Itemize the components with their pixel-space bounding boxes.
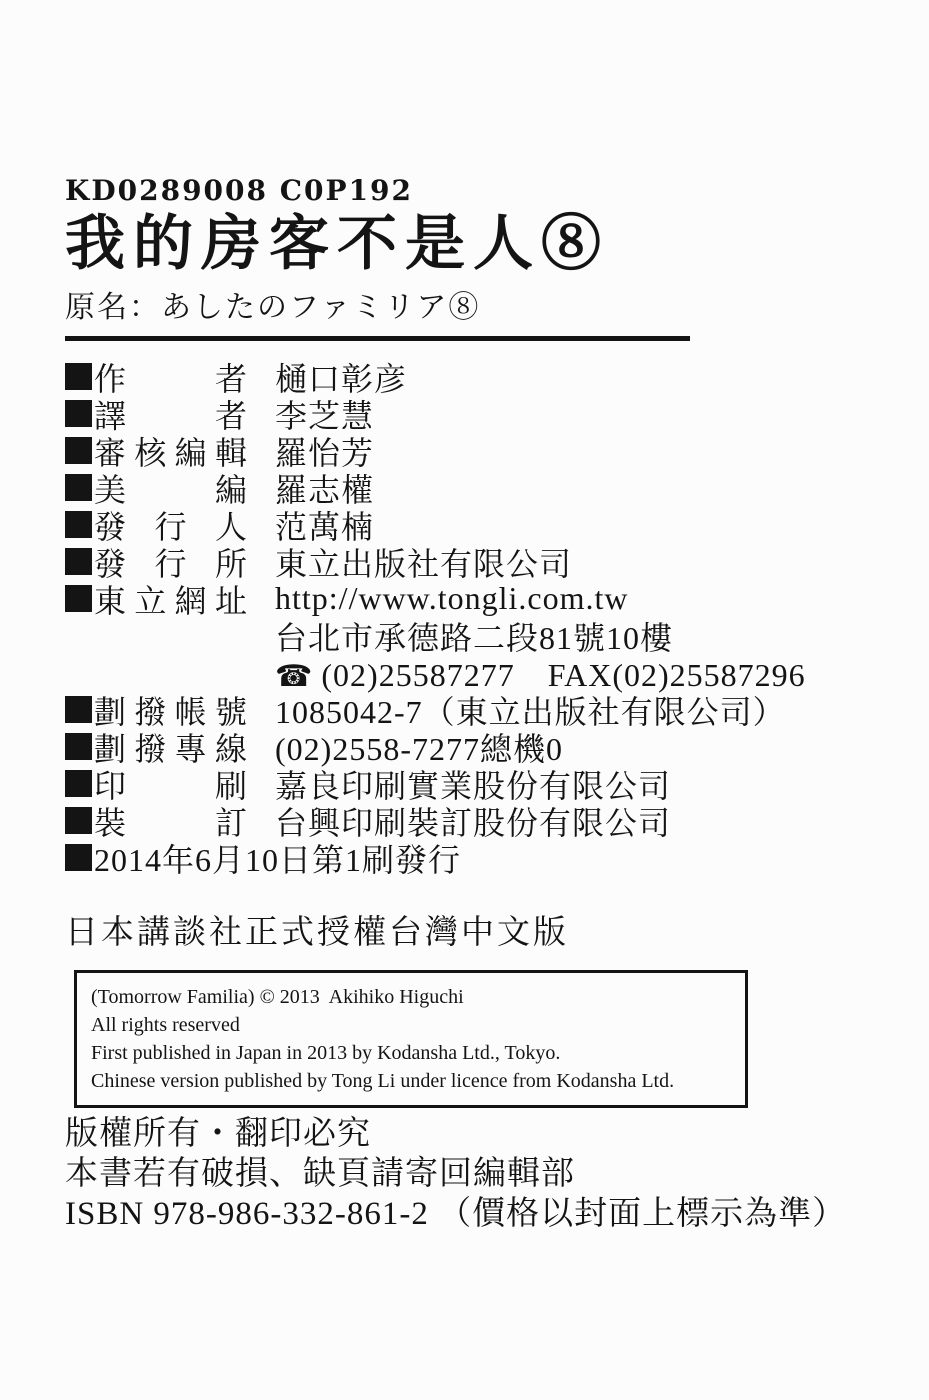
credit-row-printing	[65, 765, 889, 802]
bullet-square-icon	[65, 733, 92, 760]
original-title: 原名：あしたのファミリア⑧	[65, 291, 481, 324]
copyright-line: (Tomorrow Familia) © 2013 Akihiko Higuchi	[91, 986, 464, 1008]
credit-label: 發 行 人	[94, 508, 247, 545]
credit-row-print-date	[65, 839, 889, 876]
credit-row-art-editor	[65, 469, 889, 506]
footer-notices	[65, 1114, 889, 1234]
credit-label: 裝 訂	[94, 804, 247, 841]
credit-value: 1085042-7（東立出版社有限公司）	[275, 693, 786, 730]
copyright-line: First published in Japan in 2013 by Kodansha Ltd., Tokyo.	[91, 1042, 561, 1064]
bullet-square-icon	[65, 548, 92, 575]
credit-value: 羅怡芳	[275, 434, 375, 471]
bullet-spacer	[65, 622, 92, 649]
credit-row-author	[65, 358, 889, 395]
isbn-line: ISBN 978-986-332-861-2 （價格以封面上標示為準）	[65, 1196, 847, 1232]
credit-label: 美 編	[94, 471, 247, 508]
license-statement: 日本講談社正式授權台灣中文版	[65, 915, 569, 951]
divider-rule	[65, 336, 690, 341]
credit-value: 嘉良印刷實業股份有限公司	[275, 767, 672, 804]
product-code: KD0289008 C0P192	[65, 174, 414, 207]
credit-value: 樋口彰彦	[275, 360, 408, 397]
bullet-square-icon	[65, 844, 92, 871]
credit-row-publishing-house	[65, 543, 889, 580]
credit-row-review-editor	[65, 432, 889, 469]
credits-list	[65, 358, 889, 876]
bullet-square-icon	[65, 696, 92, 723]
bullet-square-icon	[65, 400, 92, 427]
credit-label: 作 者	[94, 360, 247, 397]
credit-row-phone-fax	[65, 654, 889, 694]
phone-icon: ☎	[275, 658, 314, 694]
bullet-square-icon	[65, 474, 92, 501]
credit-value: 范萬楠	[275, 508, 375, 545]
bullet-square-icon	[65, 807, 92, 834]
credit-row-postal-hotline	[65, 728, 889, 765]
credit-label: 劃 撥 帳 號	[94, 693, 247, 730]
rights-notice: 版權所有・翻印必究	[65, 1116, 371, 1152]
bullet-spacer	[65, 659, 92, 686]
credit-row-address	[65, 617, 889, 654]
credit-label: 劃 撥 專 線	[94, 730, 247, 767]
credit-row-translator	[65, 395, 889, 432]
credit-value: 台北市承德路二段81號10樓	[275, 619, 674, 656]
credit-value: http://www.tongli.com.tw	[275, 580, 629, 616]
bullet-square-icon	[65, 437, 92, 464]
damage-notice: 本書若有破損、缺頁請寄回編輯部	[65, 1156, 575, 1192]
credit-value: 台興印刷裝訂股份有限公司	[275, 804, 672, 841]
credit-label: 東 立 網 址	[94, 582, 247, 619]
credit-value: 2014年6月10日第1刷發行	[94, 841, 462, 878]
credit-label: 印 刷	[94, 767, 247, 804]
phone-fax-numbers: (02)25587277 FAX(02)25587296	[321, 656, 806, 693]
credit-value: 東立出版社有限公司	[275, 545, 573, 582]
credit-value: (02)2558-7277總機0	[275, 730, 563, 767]
copyright-box	[74, 970, 748, 1108]
bullet-square-icon	[65, 770, 92, 797]
book-title: 我的房客不是人⑧	[65, 211, 609, 277]
credit-row-publisher	[65, 506, 889, 543]
credit-value: 李芝慧	[275, 397, 375, 434]
credit-label: 譯 者	[94, 397, 247, 434]
bullet-square-icon	[65, 585, 92, 612]
credit-row-binding	[65, 802, 889, 839]
credit-value: 羅志權	[275, 471, 375, 508]
credit-label: 發 行 所	[94, 545, 247, 582]
credit-row-website	[65, 580, 889, 617]
copyright-line: All rights reserved	[91, 1014, 240, 1036]
copyright-line: Chinese version published by Tong Li under licence from Kodansha Ltd.	[91, 1070, 675, 1092]
credit-label: 審 核 編 輯	[94, 434, 247, 471]
credit-row-postal-account	[65, 691, 889, 728]
bullet-square-icon	[65, 511, 92, 538]
bullet-square-icon	[65, 363, 92, 390]
